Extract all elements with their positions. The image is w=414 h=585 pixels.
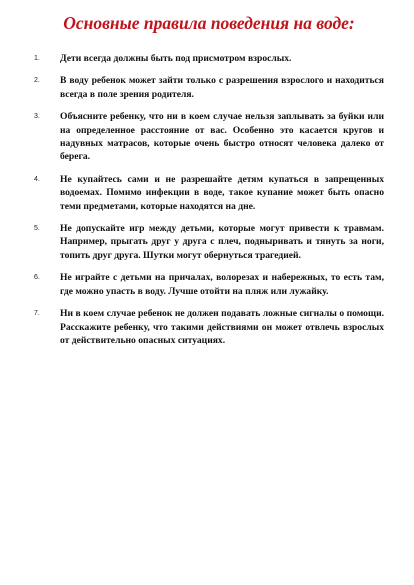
rule-item-7 — [34, 307, 384, 347]
rule-item-3 — [34, 110, 384, 164]
rule-item-2 — [34, 74, 384, 101]
document-title: Основные правила поведения на воде: — [63, 13, 355, 33]
rule-item-6 — [34, 271, 384, 298]
rule-item-1 — [34, 52, 384, 65]
rule-text: Дети всегда должны быть под присмотром взрослых. — [60, 53, 292, 64]
rule-number: 5. — [34, 225, 40, 233]
rule-number: 4. — [34, 175, 40, 183]
rule-number: 6. — [34, 274, 40, 282]
rule-text: Не допускайте игр между детьми, которые могут привести к травмам. Например, прыгать друг у друга с плеч, подныривать и тянуть за ноги, топить друг друга. Шутки могут обернуться трагедией. — [60, 223, 384, 261]
rules-list — [34, 52, 384, 347]
rule-text: В воду ребенок может зайти только с разрешения взрослого и находиться всегда в поле зрения родителя. — [60, 75, 384, 100]
rule-number: 2. — [34, 77, 40, 85]
rule-number: 7. — [34, 310, 40, 318]
rule-text: Ни в коем случае ребенок не должен подавать ложные сигналы о помощи. Расскажите ребенку, что такими действиями он может отвлечь взрослых от действительно опасных ситуациях. — [60, 308, 384, 346]
rule-item-5 — [34, 222, 384, 262]
rule-number: 1. — [34, 55, 40, 62]
rule-item-4 — [34, 173, 384, 213]
rule-number: 3. — [34, 113, 40, 121]
rule-text: Объясните ребенку, что ни в коем случае нельзя заплывать за буйки или на определенное расстояние от вас. Особенно это касается кругов и надувных матрасов, которые очень быстро относят человека далеко от берега. — [60, 111, 384, 163]
rule-text: Не играйте с детьми на причалах, волорезах и набережных, то есть там, где можно упасть в воду. Лучше отойти на пляж или лужайку. — [60, 272, 384, 297]
rule-text: Не купайтесь сами и не разрешайте детям купаться в запрещенных водоемах. Помимо инфекции в воде, такое купание может быть опасно теми предметами, которые находятся на дне. — [60, 173, 384, 212]
